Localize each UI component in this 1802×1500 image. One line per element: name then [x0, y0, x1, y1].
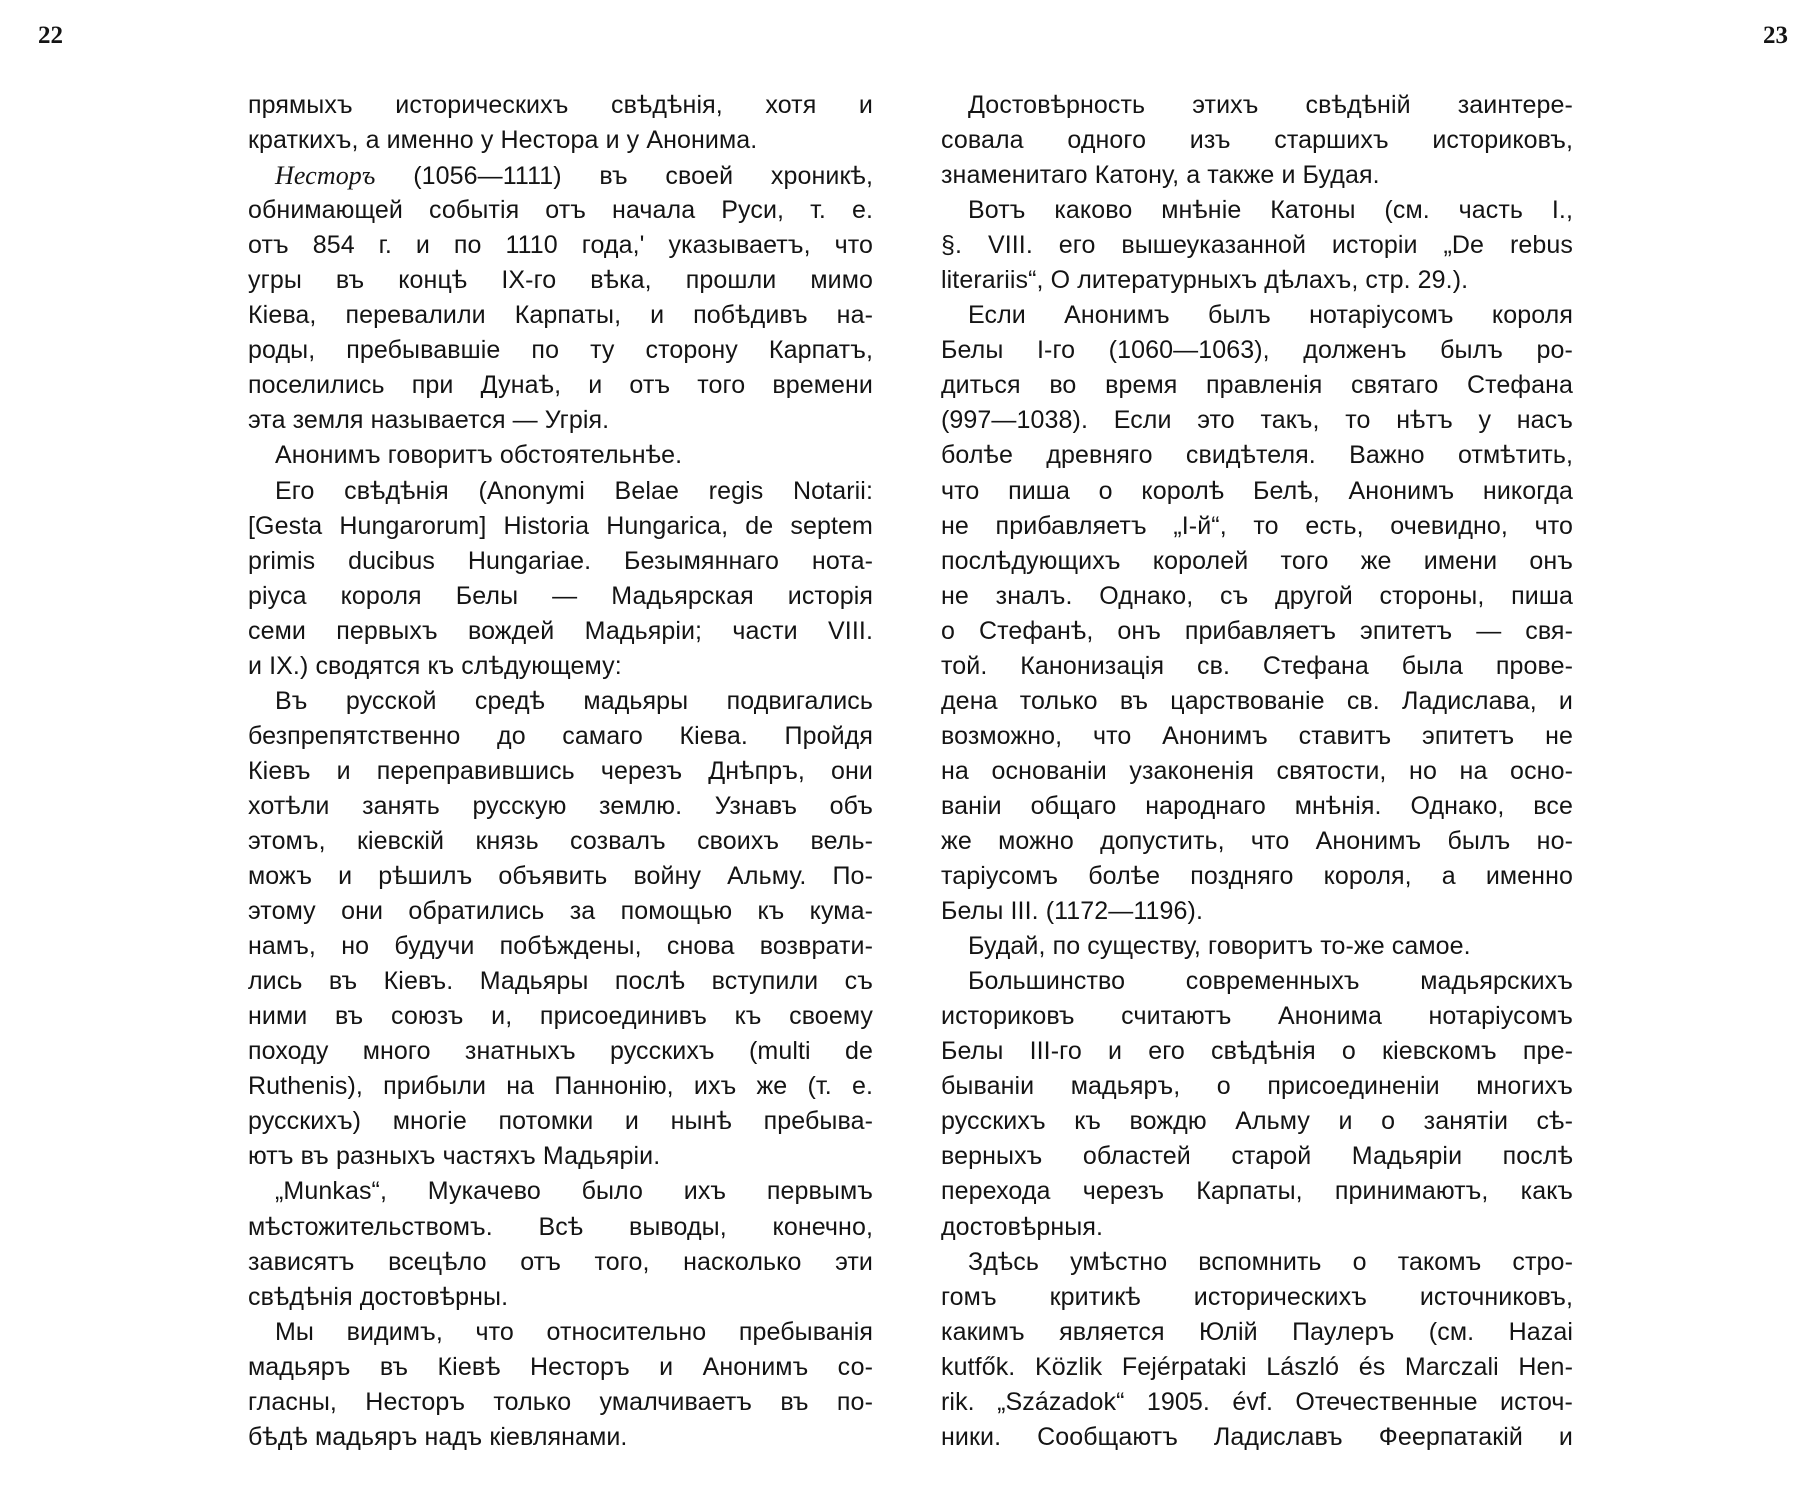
line-text: роды, пребывавшіе по ту сторону Карпатъ,: [248, 336, 873, 365]
text-line: [941, 88, 1573, 123]
line-text: ними въ союзъ и, присоединивъ къ своему: [248, 1002, 873, 1031]
line-text: §. VIII. его вышеуказанной исторіи „De rebus: [941, 231, 1573, 260]
text-line: [941, 754, 1573, 789]
line-text: Достовѣрность этихъ свѣдѣній заинтере-: [968, 91, 1573, 119]
text-line: [941, 438, 1573, 473]
line-text: хотѣли занять русскую землю. Узнавъ объ: [248, 791, 873, 820]
text-line: [248, 298, 873, 333]
paragraph: [941, 88, 1573, 193]
line-text: русскихъ къ вождю Альму и о занятіи сѣ-: [941, 1107, 1573, 1136]
text-line: [248, 333, 873, 368]
text-line: [941, 1174, 1573, 1209]
text-line: [248, 1139, 873, 1174]
line-text: Здѣсь умѣстно вспомнить о такомъ стро-: [968, 1247, 1573, 1276]
line-text: Вотъ каково мнѣніе Катоны (см. часть I.,: [968, 196, 1573, 225]
text-line: [248, 1280, 873, 1315]
text-line: [248, 1104, 873, 1139]
text-line: [248, 1350, 873, 1385]
line-text: primis ducibus Hungariae. Безымяннаго нота-: [248, 546, 873, 575]
text-line: [248, 789, 873, 824]
line-text: отъ 854 г. и по 1110 года,' указываетъ, что: [248, 231, 873, 260]
paragraph: [248, 1174, 873, 1314]
text-line: [941, 1104, 1573, 1139]
text-line: [941, 719, 1573, 754]
text-line: [248, 228, 873, 263]
line-text: что пиша о королѣ Белѣ, Анонимъ никогда: [941, 476, 1573, 505]
paragraph: [248, 158, 873, 438]
line-text: этому они обратились за помощью къ кума-: [248, 897, 873, 926]
text-line: [941, 684, 1573, 719]
text-line: [248, 649, 873, 684]
line-text: эта земля называется — Угрія.: [248, 406, 610, 435]
line-text: Ruthenis), прибыли на Паннонію, ихъ же (т. е.: [248, 1072, 873, 1101]
text-line: [941, 1315, 1573, 1350]
text-line: [941, 1069, 1573, 1104]
text-line: [941, 509, 1573, 544]
line-text: Большинство современныхъ мадьярскихъ: [968, 967, 1573, 996]
text-line: [941, 579, 1573, 614]
text-line: [941, 263, 1573, 298]
text-line: [941, 1280, 1573, 1315]
line-text: Анонимъ говоритъ обстоятельнѣе.: [275, 441, 683, 470]
text-line: [248, 1385, 873, 1420]
text-line: [941, 824, 1573, 859]
italic-name: Несторъ: [275, 161, 376, 191]
text-line: [941, 1385, 1573, 1420]
line-text: гомъ критикѣ историческихъ источниковъ,: [941, 1282, 1573, 1311]
line-text: лись въ Кіевъ. Мадьяры послѣ вступили съ: [248, 967, 873, 996]
line-text: диться во время правленія святаго Стефана: [941, 371, 1573, 400]
text-line: [941, 474, 1573, 509]
text-line: [248, 1034, 873, 1069]
text-line: [248, 1245, 873, 1280]
text-line: [248, 579, 873, 614]
line-text: таріусомъ болѣе поздняго короля, а именно: [941, 862, 1573, 891]
text-line: [941, 1139, 1573, 1174]
line-text: Будай, по существу, говоритъ то-же самое.: [968, 932, 1471, 961]
line-text: ріуса короля Белы — Мадьярская исторія: [248, 581, 873, 610]
line-text: безпрепятственно до самаго Кіева. Пройдя: [248, 721, 873, 750]
line-text: не прибавляетъ „I-й“, то есть, очевидно, что: [941, 511, 1573, 540]
text-line: [248, 368, 873, 403]
text-line: [941, 649, 1573, 684]
paragraph: [941, 964, 1573, 1244]
line-text: возможно, что Анонимъ ставитъ эпитетъ не: [941, 721, 1573, 750]
line-text: дена только въ царствованіе св. Ладислава, и: [941, 686, 1573, 715]
text-line: [248, 614, 873, 649]
text-line: [941, 1420, 1573, 1455]
line-text: намъ, но будучи побѣждены, снова возврати-: [248, 932, 873, 961]
right-page-text: [941, 88, 1573, 1455]
line-text: перехода черезъ Карпаты, принимаютъ, какъ: [941, 1177, 1573, 1206]
text-line: [941, 368, 1573, 403]
text-line: [248, 1210, 873, 1245]
page-number-left: 22: [38, 22, 63, 49]
line-text: Мы видимъ, что относительно пребыванія: [275, 1317, 873, 1346]
text-line: [248, 964, 873, 999]
line-text: краткихъ, а именно у Нестора и у Анонима.: [248, 126, 758, 155]
text-line: [248, 474, 873, 509]
text-line: [941, 1034, 1573, 1069]
text-line: [248, 824, 873, 859]
line-text: той. Канонизація св. Стефана была прове-: [941, 651, 1573, 680]
line-text: историковъ считаютъ Анонима нотаріусомъ: [941, 1002, 1573, 1031]
line-text: Въ русской средѣ мадьяры подвигались: [275, 686, 873, 715]
line-text: мѣстожительствомъ. Всѣ выводы, конечно,: [248, 1212, 873, 1241]
line-text: ютъ въ разныхъ частяхъ Мадьяріи.: [248, 1142, 661, 1171]
line-text: на основаніи узаконенія святости, но на осно-: [941, 756, 1573, 785]
text-line: [941, 158, 1573, 193]
line-text: зависятъ всецѣло отъ того, насколько эти: [248, 1247, 873, 1276]
text-line: [248, 929, 873, 964]
line-text: угры въ концѣ IX-го вѣка, прошли мимо: [248, 266, 873, 295]
paragraph: [248, 438, 873, 473]
line-text: (1056—1111) въ своей хроникѣ,: [375, 162, 873, 191]
paragraph: [248, 684, 873, 1175]
line-text: Белы I-го (1060—1063), долженъ былъ ро-: [941, 336, 1573, 365]
text-line: [941, 614, 1573, 649]
text-line: [941, 193, 1573, 228]
text-line: [248, 1174, 873, 1209]
paragraph: [941, 1245, 1573, 1455]
text-line: [941, 894, 1573, 929]
text-line: [941, 298, 1573, 333]
line-text: послѣдующихъ королей того же имени онъ: [941, 546, 1573, 575]
line-text: и IX.) сводятся къ слѣдующему:: [248, 651, 622, 680]
line-text: бѣдѣ мадьяръ надъ кіевлянами.: [248, 1422, 628, 1451]
line-text: (997—1038). Если это такъ, то нѣтъ у насъ: [941, 406, 1573, 435]
text-line: [941, 1350, 1573, 1385]
line-text: kutfők. Közlik Fejérpataki László és Marczali Hen-: [941, 1352, 1573, 1381]
text-line: [248, 263, 873, 298]
line-text: верныхъ областей старой Мадьяріи послѣ: [941, 1142, 1573, 1171]
text-line: [248, 509, 873, 544]
text-line: [248, 88, 873, 123]
text-line: [248, 1069, 873, 1104]
line-text: Белы III. (1172—1196).: [941, 897, 1204, 926]
paragraph: [941, 298, 1573, 929]
line-text: literariis“, О литературныхъ дѣлахъ, стр. 29.).: [941, 266, 1469, 295]
line-text: прямыхъ историческихъ свѣдѣнія, хотя и: [248, 91, 873, 119]
line-text: совала одного изъ старшихъ историковъ,: [941, 126, 1573, 155]
text-line: [941, 929, 1573, 964]
text-line: [941, 999, 1573, 1034]
text-line: [941, 333, 1573, 368]
text-line: [941, 544, 1573, 579]
line-text: Если Анонимъ былъ нотаріусомъ короля: [968, 301, 1573, 330]
text-line: [941, 403, 1573, 438]
line-text: ваніи общаго народнаго мнѣнія. Однако, все: [941, 791, 1573, 820]
paragraph: [248, 88, 873, 158]
page-number-right: 23: [1763, 22, 1788, 49]
paragraph: [248, 474, 873, 684]
line-text: русскихъ) многіе потомки и нынѣ пребыва-: [248, 1107, 873, 1136]
line-text: „Munkas“, Мукачево было ихъ первымъ: [275, 1177, 873, 1206]
line-text: знаменитаго Катону, а также и Будая.: [941, 161, 1380, 190]
line-text: болѣе древняго свидѣтеля. Важно отмѣтить,: [941, 441, 1573, 470]
text-line: [248, 193, 873, 228]
text-line: [248, 1420, 873, 1455]
text-line: [248, 894, 873, 929]
line-text: ники. Сообщаютъ Ладиславъ Феерпатакій и: [941, 1422, 1573, 1451]
line-text: мадьяръ въ Кіевѣ Несторъ и Анонимъ со-: [248, 1352, 873, 1381]
line-text: Его свѣдѣнія (Anonymi Belae regis Notarii:: [275, 476, 873, 505]
line-text: же можно допустить, что Анонимъ былъ но-: [941, 826, 1573, 855]
line-text: Кіева, перевалили Карпаты, и побѣдивъ на-: [248, 301, 873, 330]
line-text: обнимающей событія отъ начала Руси, т. е.: [248, 196, 873, 225]
paragraph: [941, 929, 1573, 964]
line-text: гласны, Несторъ только умалчиваетъ въ по-: [248, 1387, 873, 1416]
line-text: семи первыхъ вождей Мадьяріи; части VIII.: [248, 616, 873, 645]
text-line: [248, 1315, 873, 1350]
text-line: [248, 999, 873, 1034]
line-text: походу много знатныхъ русскихъ (multi de: [248, 1037, 873, 1066]
line-text: достовѣрныя.: [941, 1212, 1104, 1241]
paragraph: [248, 1315, 873, 1455]
line-text: быванiи мадьяръ, о присоединеніи многихъ: [941, 1072, 1573, 1101]
text-line: [248, 544, 873, 579]
text-line: [248, 859, 873, 894]
text-line: [941, 789, 1573, 824]
text-line: [941, 1245, 1573, 1280]
text-line: [248, 158, 873, 193]
line-text: Кіевъ и переправившись черезъ Днѣпръ, они: [248, 756, 873, 785]
text-line: [941, 228, 1573, 263]
text-line: [248, 719, 873, 754]
line-text: не зналъ. Однако, съ другой стороны, пиша: [941, 581, 1573, 610]
line-text: о Стефанѣ, онъ прибавляетъ эпитетъ — свя-: [941, 616, 1573, 645]
line-text: Белы III-го и его свѣдѣнія о кіевскомъ пре-: [941, 1037, 1573, 1066]
text-line: [941, 1210, 1573, 1245]
text-line: [248, 123, 873, 158]
left-page-text: [248, 88, 873, 1455]
text-line: [941, 123, 1573, 158]
text-line: [248, 438, 873, 473]
line-text: свѣдѣнія достовѣрны.: [248, 1282, 509, 1311]
text-line: [941, 964, 1573, 999]
line-text: этомъ, кіевскій князь созвалъ своихъ вель-: [248, 826, 873, 855]
text-line: [248, 403, 873, 438]
line-text: [Gesta Hungarorum] Historia Hungarica, de septem: [248, 511, 873, 540]
text-line: [248, 684, 873, 719]
text-line: [248, 754, 873, 789]
text-line: [941, 859, 1573, 894]
paragraph: [941, 193, 1573, 298]
line-text: можъ и рѣшилъ объявить войну Альму. По-: [248, 862, 873, 891]
line-text: поселились при Дунаѣ, и отъ того времени: [248, 371, 873, 400]
line-text: какимъ является Юлій Паулеръ (см. Hazai: [941, 1317, 1573, 1346]
line-text: rik. „Századok“ 1905. évf. Отечественные источ-: [941, 1387, 1573, 1416]
